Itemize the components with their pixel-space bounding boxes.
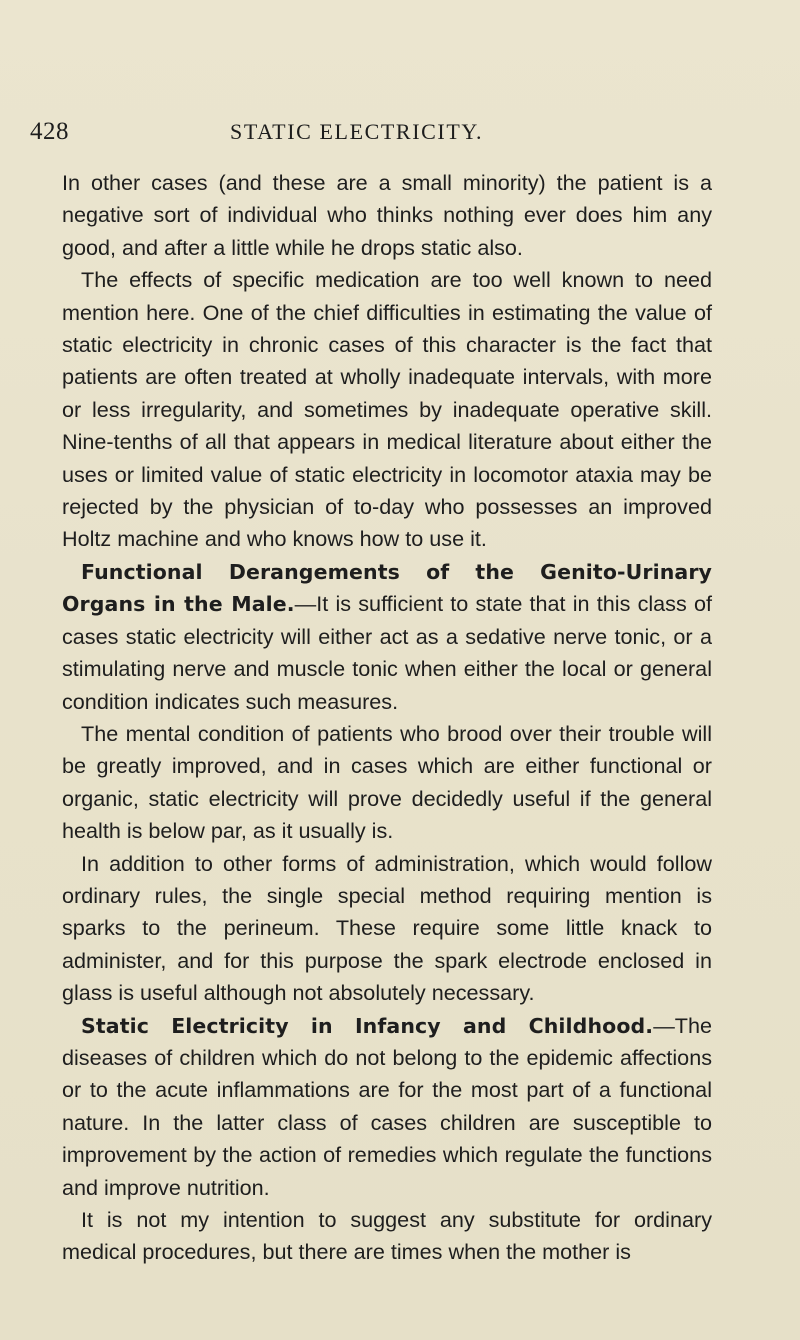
section-heading: Static Electricity in Infancy and Childhood. xyxy=(81,1013,654,1038)
paragraph xyxy=(62,556,712,718)
page-header xyxy=(30,118,770,148)
section-heading: Functional Derangements of the Genito-Urinary Organs in the Male. xyxy=(62,559,712,617)
page-number: 428 xyxy=(30,118,69,145)
paragraph-text: In addition to other forms of administration, which would follow ordinary rules, the single special method requiring mention is sparks to the perineum. These require some little knack to administer, and for this purpose the spark electrode enclosed in glass is useful although not absolutely necessary. xyxy=(62,850,712,1006)
paragraph-text: —It is sufficient to state that in this class of cases static electricity will either act as a sedative nerve tonic, or a stimulating nerve and muscle tonic when either the local or general condition indicates such measures. xyxy=(62,591,712,714)
paragraph xyxy=(62,1204,712,1269)
paragraph xyxy=(62,264,712,556)
paragraph-text: It is not my intention to suggest any substitute for ordinary medical procedures, but there are times when the mother is xyxy=(62,1207,712,1265)
paragraph xyxy=(62,718,712,848)
paragraph-text: —The diseases of children which do not belong to the epidemic affections or to the acute inflammations are for the most part of a functional nature. In the latter class of cases children are susceptible to improvement by the action of remedies which regulate the functions and improve nutrition. xyxy=(62,1012,712,1200)
paragraph-text: The effects of specific medication are too well known to need mention here. One of the chief difficulties in estimating the value of static electricity in chronic cases of this character is the fact that patients are often treated at wholly inadequate intervals, with more or less irregularity, and sometimes by inadequate operative skill. Nine-tenths of all that appears in medical literature about either the uses or limited value of static electricity in locomotor ataxia may be rejected by the physician of to-day who possesses an improved Holtz machine and who knows how to use it. xyxy=(62,267,712,552)
body-text xyxy=(62,167,712,1269)
paragraph xyxy=(62,848,712,1010)
paragraph xyxy=(62,1010,712,1204)
running-title: STATIC ELECTRICITY. xyxy=(230,119,484,144)
paragraph xyxy=(62,167,712,264)
paragraph-text: The mental condition of patients who brood over their trouble will be greatly improved, and in cases which are either functional or organic, static electricity will prove decidedly useful if the general health is below par, as it usually is. xyxy=(62,720,712,844)
paragraph-text: In other cases (and these are a small minority) the patient is a negative sort of individual who thinks nothing ever does him any good, and after a little while he drops static also. xyxy=(62,170,712,260)
